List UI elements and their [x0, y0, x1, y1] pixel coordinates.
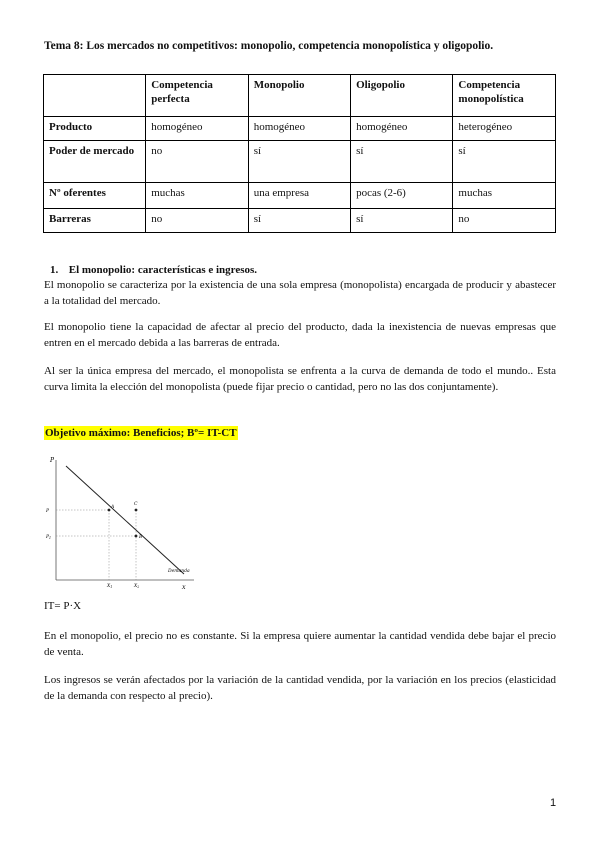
table-cell: no	[146, 209, 249, 233]
table-cell: pocas (2-6)	[351, 183, 453, 209]
table-cell: no	[146, 141, 249, 183]
table-cell: sí	[351, 141, 453, 183]
x-axis-label: X	[182, 585, 186, 591]
table-cell: homogéneo	[248, 117, 350, 141]
table-row-header: Barreras	[44, 209, 146, 233]
table-cell: no	[453, 209, 556, 233]
point-a	[108, 509, 111, 512]
x2-label: $X_2$	[134, 584, 140, 590]
table-cell: muchas	[146, 183, 249, 209]
comparison-table	[43, 74, 556, 233]
table-header-cell: Oligopolio	[351, 75, 453, 117]
point-a-label: A	[111, 505, 115, 510]
table-row-header: Nº oferentes	[44, 183, 146, 209]
table-row-header: Poder de mercado	[44, 141, 146, 183]
table-row	[44, 183, 556, 209]
table-cell: sí	[248, 209, 350, 233]
table-row	[44, 141, 556, 183]
point-c	[135, 509, 138, 512]
table-cell: homogéneo	[146, 117, 249, 141]
point-c-label: C	[134, 502, 138, 507]
table-cell: homogéneo	[351, 117, 453, 141]
table-header-cell: Competencia perfecta	[146, 75, 249, 117]
table-row-header: Producto	[44, 117, 146, 141]
table-header-cell: Monopolio	[248, 75, 350, 117]
point-b-label: B	[139, 535, 143, 540]
table-cell: sí	[248, 141, 350, 183]
demand-curve	[66, 466, 184, 574]
table-row	[44, 117, 556, 141]
income-formula: IT= P·X	[44, 600, 82, 612]
table-header-cell: Competencia monopolística	[453, 75, 556, 117]
p-label: P	[46, 509, 50, 514]
table-cell: sí	[351, 209, 453, 233]
x1-label: $X_1$	[107, 584, 113, 590]
demand-chart	[44, 452, 204, 592]
table-cell: heterogéneo	[453, 117, 556, 141]
table-cell: sí	[453, 141, 556, 183]
section-heading-text: El monopolio: características e ingresos.	[68, 264, 258, 276]
curve-label: Demanda	[168, 569, 190, 574]
page-title: Tema 8: Los mercados no competitivos: monopolio, competencia monopolística y oligopolio.	[44, 40, 494, 52]
paragraph: En el monopolio, el precio no es constante. Si la empresa quiere aumentar la cantidad vendida debe bajar el precio de venta.	[44, 630, 556, 658]
section-heading	[44, 262, 556, 278]
table-cell: una empresa	[248, 183, 350, 209]
point-b	[135, 535, 138, 538]
paragraph: El monopolio se caracteriza por la existencia de una sola empresa (monopolista) encargada de producir y abastecer a la totalidad del mercado.	[44, 279, 556, 307]
y-axis-label: P	[50, 457, 55, 464]
paragraph: Los ingresos se verán afectados por la variación de la cantidad vendida, por la variación en los precios (elasticidad de la demanda con respecto al precio).	[44, 674, 556, 702]
section-number: 1.	[50, 264, 59, 276]
page-number: 1	[550, 797, 557, 809]
paragraph: El monopolio tiene la capacidad de afectar al precio del producto, dada la inexistencia de nuevas empresas que entren en el mercado debida a las barreras de entrada.	[44, 321, 556, 349]
paragraph: Al ser la única empresa del mercado, el monopolista se enfrenta a la curva de demanda de todo el mundo.. Esta curva limita la elección del monopolista (puede fijar precio o cantidad, pero no las dos conjuntamente).	[44, 365, 556, 393]
table-header-row	[44, 75, 556, 117]
objective-highlight: Objetivo máximo: Beneficios; Bº= IT-CT	[45, 427, 237, 439]
table-row	[44, 209, 556, 233]
table-cell: muchas	[453, 183, 556, 209]
table-header-cell	[44, 75, 146, 117]
p1-label: $P_1$	[46, 535, 52, 541]
